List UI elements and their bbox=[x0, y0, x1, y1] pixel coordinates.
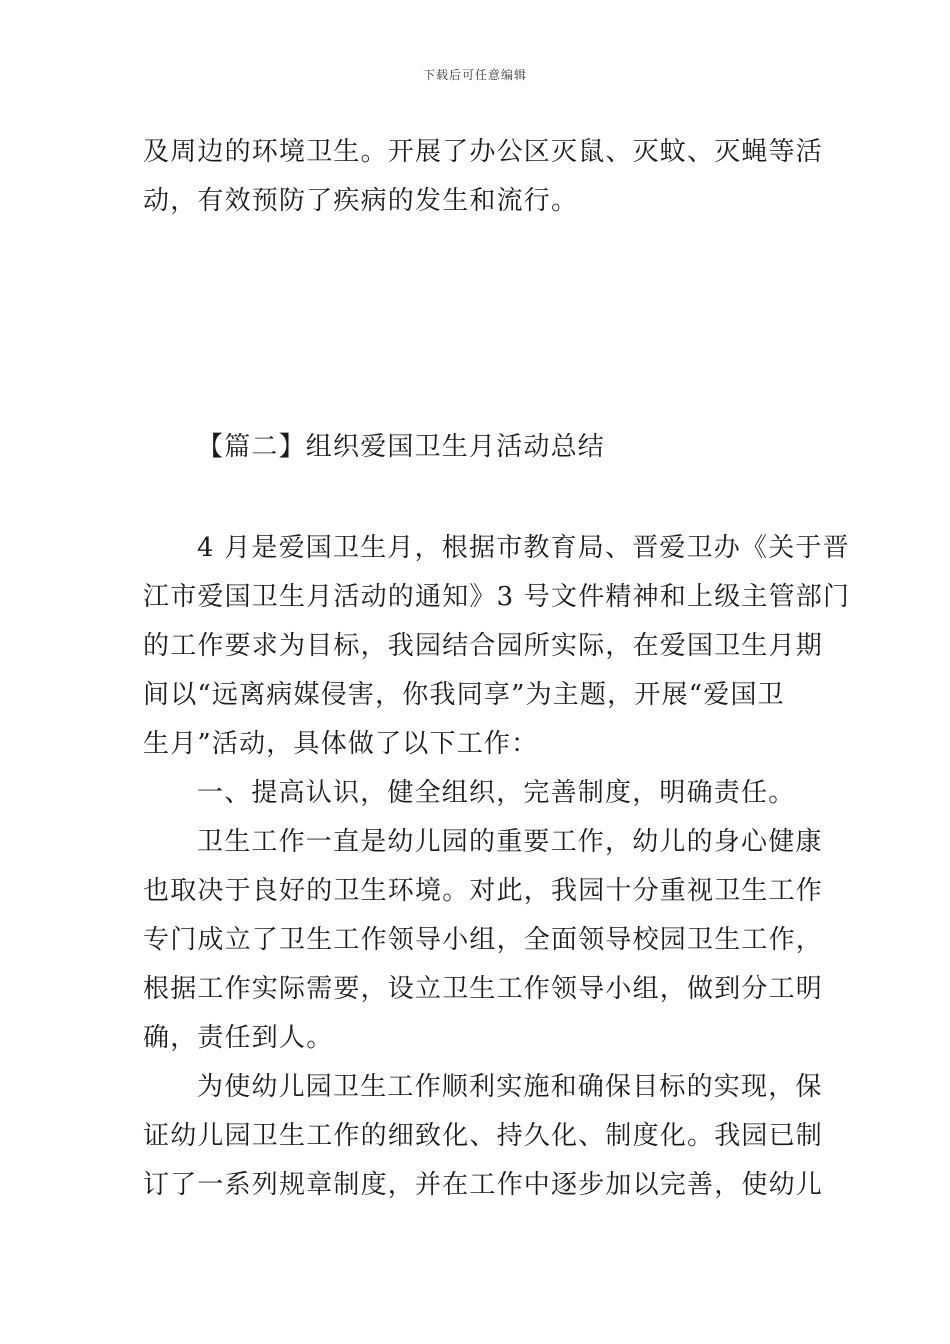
text-line: 确，责任到人。 bbox=[143, 1023, 334, 1053]
text-line: 一、提高认识，健全组织，完善制度，明确责任。 bbox=[197, 778, 796, 808]
text-line: 也取决于良好的卫生环境。对此，我园十分重视卫生工作 bbox=[143, 876, 824, 906]
text-line: 订了一系列规章制度，并在工作中逐步加以完善，使幼儿 bbox=[143, 1170, 824, 1200]
paragraph-4 bbox=[143, 1063, 824, 1210]
page-header-note: 下载后可任意编辑 bbox=[422, 68, 527, 82]
intro-paragraph bbox=[143, 128, 824, 226]
text-line: 动，有效预防了疾病的发生和流行。 bbox=[143, 186, 579, 216]
paragraph-3 bbox=[143, 818, 824, 1063]
text-line: 4 月是爱国卫生月，根据市教育局、晋爱卫办《关于晋 bbox=[197, 533, 850, 563]
text-line: 江市爱国卫生月活动的通知》3 号文件精神和上级主管部门 bbox=[143, 582, 851, 612]
text-line: 根据工作实际需要，设立卫生工作领导小组，做到分工明 bbox=[143, 974, 824, 1004]
section-heading: 【篇二】组织爱国卫生月活动总结 bbox=[197, 432, 606, 462]
paragraph-2 bbox=[143, 769, 807, 818]
text-line: 间以“远离病媒侵害，你我同享”为主题，开展“爱国卫 bbox=[143, 680, 785, 710]
text-line: 的工作要求为目标，我园结合园所实际，在爱国卫生月期 bbox=[143, 631, 824, 661]
text-line: 卫生工作一直是幼儿园的重要工作，幼儿的身心健康 bbox=[197, 827, 823, 857]
text-line: 证幼儿园卫生工作的细致化、持久化、制度化。我园已制 bbox=[143, 1121, 824, 1151]
paragraph-1 bbox=[143, 524, 851, 769]
text-line: 专门成立了卫生工作领导小组，全面领导校园卫生工作， bbox=[143, 925, 824, 955]
text-line: 为使幼儿园卫生工作顺利实施和确保目标的实现，保 bbox=[197, 1072, 823, 1102]
text-line: 生月”活动，具体做了以下工作： bbox=[143, 729, 539, 759]
text-line: 及周边的环境卫生。开展了办公区灭鼠、灭蚊、灭蝇等活 bbox=[143, 137, 824, 167]
